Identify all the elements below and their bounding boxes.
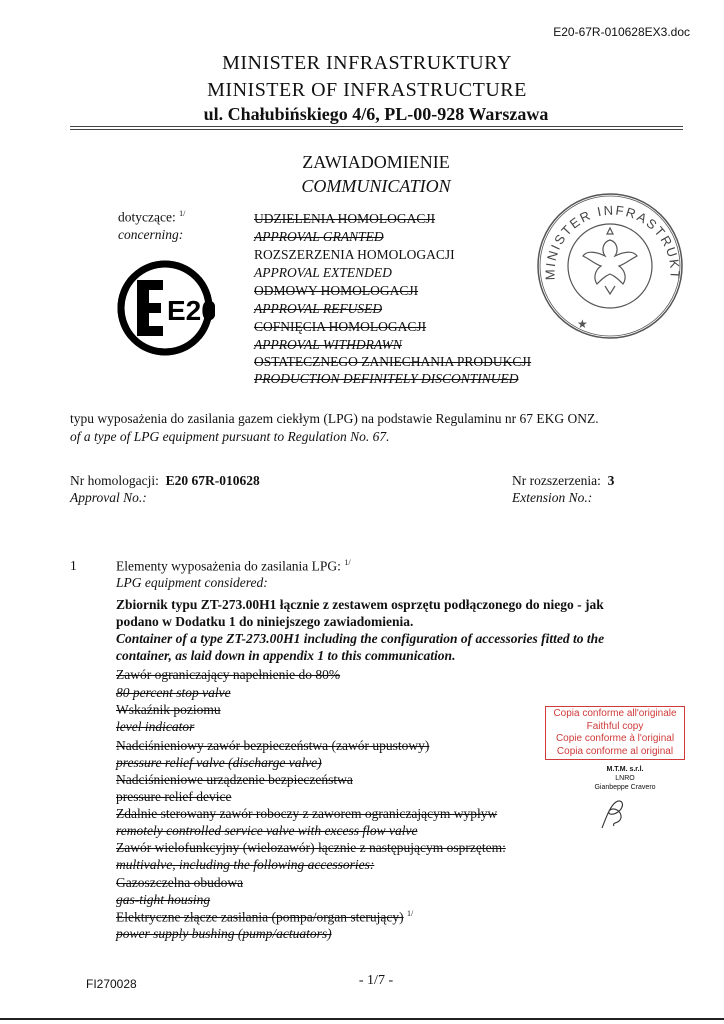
option-withdrawn-pl: COFNIĘCIA HOMOLOGACJI: [254, 319, 427, 334]
seal-text: MINISTER INFRASTRUKT: [542, 202, 683, 282]
ministry-title-en: MINISTER OF INFRASTRUCTURE: [207, 79, 527, 101]
page-number: - 1/7 -: [358, 973, 394, 988]
accessory-item: Zdalnie sterowany zawór roboczy z zaworem ograniczającym wypływ: [116, 806, 498, 821]
option-granted-en: APPROVAL GRANTED: [254, 229, 384, 244]
accessory-item: Gazoszczelna obudowa: [116, 875, 244, 890]
document-reference: E20-67R-010628EX3.doc: [553, 25, 690, 39]
approval-number: Nr homologacji: E20 67R-010628: [70, 473, 260, 488]
accessory-item: power supply bushing (pump/actuators): [116, 926, 332, 941]
option-refused-en: APPROVAL REFUSED: [254, 301, 383, 316]
container-description-pl-line2: podano w Dodatku 1 do niniejszego zawiadomienia.: [116, 614, 414, 629]
section-title-en: LPG equipment considered:: [116, 575, 268, 590]
e-mark-label: E20: [167, 295, 215, 326]
option-discontinued-pl: OSTATECZNEGO ZANIECHANIA PRODUKCJI: [254, 354, 532, 369]
option-granted-pl: UDZIELENIA HOMOLOGACJI: [254, 211, 436, 226]
accessory-item: pressure relief device: [116, 789, 232, 804]
accessory-item: remotely controlled service valve with excess flow valve: [116, 823, 418, 838]
accessory-item: gas-tight housing: [116, 892, 211, 907]
container-description-en-line1: Container of a type ZT-273.00H1 including the configuration of accessories fitted to the: [116, 631, 605, 646]
accessory-item: Zawór wielofunkcyjny (wielozawór) łącznie z następującym osprzętem:: [116, 840, 506, 855]
concerning-label-pl: dotyczące: $^{1/}$: [118, 209, 186, 225]
bottom-scan-edge: [0, 1018, 724, 1020]
accessory-item: multivalve, including the following accessories:: [116, 857, 375, 872]
accessory-item: pressure relief valve (discharge valve): [116, 755, 322, 770]
e20-approval-mark: [115, 258, 215, 358]
section-title-pl: Elementy wyposażenia do zasilania LPG: $^{1/}$: [116, 558, 351, 574]
accessory-item: Nadciśnieniowe urządzenie bezpieczeństwa: [116, 772, 353, 787]
handwritten-signature: [594, 798, 634, 832]
accessory-item: Zawór ograniczający napełnienie do 80%: [116, 667, 341, 682]
accessory-item: Elektryczne złącze zasilania (pompa/organ sterujący) $^{1/}$: [116, 909, 414, 925]
option-extended-en: APPROVAL EXTENDED: [254, 265, 392, 280]
equipment-type-pl: typu wyposażenia do zasilania gazem ciekłym (LPG) na podstawie Regulaminu nr 67 EKG ONZ.: [70, 411, 599, 426]
eagle-emblem-icon: [583, 228, 637, 294]
ministry-title-pl: MINISTER INFRASTRUKTURY: [222, 52, 512, 74]
mtm-signature-block: M.T.M. s.r.l. LNRO Gianbeppe Cravero: [594, 766, 656, 791]
document-title-pl: ZAWIADOMIENIE: [302, 152, 450, 172]
star-icon: ★: [577, 317, 588, 331]
option-refused-pl: ODMOWY HOMOLOGACJI: [254, 283, 419, 298]
document-title-en: COMMUNICATION: [301, 176, 451, 196]
accessory-item: 80 percent stop valve: [116, 685, 231, 700]
approval-label-en: Approval No.:: [70, 490, 147, 505]
footer-document-id: FI270028: [86, 977, 137, 991]
extension-number: Nr rozszerzenia: 3: [512, 473, 615, 488]
container-description-pl-line1: Zbiornik typu ZT-273.00H1 łącznie z zestawem osprzętu podłączonego do niego - jak: [116, 597, 604, 612]
ministry-seal: [535, 190, 685, 342]
accessory-item: level indicator: [116, 719, 195, 734]
header-divider: [70, 126, 683, 130]
option-extended-pl: ROZSZERZENIA HOMOLOGACJI: [254, 247, 455, 262]
accessory-item: Nadciśnieniowy zawór bezpieczeństwa (zawór upustowy): [116, 738, 430, 753]
container-description-en-line2: container, as laid down in appendix 1 to this communication.: [116, 648, 456, 663]
equipment-type-en: of a type of LPG equipment pursuant to Regulation No. 67.: [70, 429, 390, 444]
extension-label-en: Extension No.:: [512, 490, 593, 505]
concerning-label-en: concerning:: [118, 227, 184, 242]
accessory-item: Wskaźnik poziomu: [116, 702, 221, 717]
section-number: 1: [70, 558, 77, 573]
option-discontinued-en: PRODUCTION DEFINITELY DISCONTINUED: [254, 371, 519, 386]
option-withdrawn-en: APPROVAL WITHDRAWN: [254, 337, 402, 352]
ministry-address: ul. Chałubińskiego 4/6, PL-00-928 Warszawa: [203, 104, 549, 124]
svg-text:MINISTER INFRASTRUKTURY: [535, 190, 683, 281]
certified-copy-stamp: Copia conforme all'originale Faithful copy Copie conforme à l'original Copia conforme al original: [545, 706, 685, 760]
